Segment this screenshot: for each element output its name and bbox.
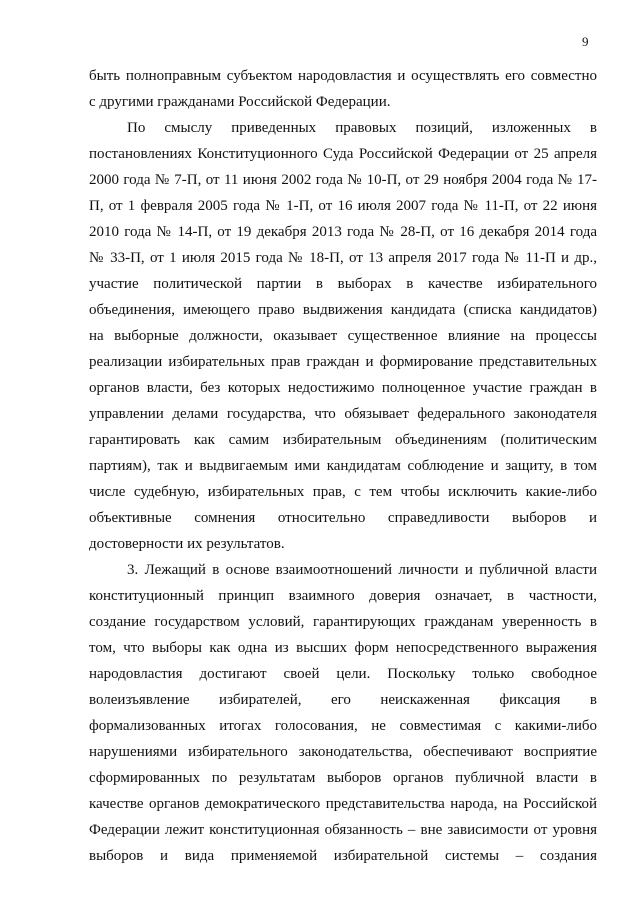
text-line: быть полноправным субъектом народовластия и осуществлять его совместно (89, 68, 597, 84)
text-line: 2010 года № 14-П, от 19 декабря 2013 года № 28-П, от 16 декабря 2014 года (89, 224, 597, 240)
text-line: реализации избирательных прав граждан и формирование представительных (89, 354, 597, 370)
text-line: участие политической партии в выборах в качестве избирательного (89, 276, 597, 292)
text-line: управлении делами государства, что обязывает федерального законодателя (89, 406, 597, 422)
text-line: Федерации лежит конституционная обязанность – вне зависимости от уровня (89, 822, 597, 838)
text-line: создание государством условий, гарантирующих гражданам уверенность в (89, 614, 597, 630)
page-number: 9 (582, 34, 589, 49)
text-line: П, от 1 февраля 2005 года № 1-П, от 16 июля 2007 года № 11-П, от 22 июня (89, 198, 597, 214)
text-line: числе судебную, избирательных прав, с тем чтобы исключить какие-либо (89, 484, 597, 500)
text-line: гарантировать как самим избирательным объединениям (политическим (89, 432, 597, 448)
text-line: народовластия достигают своей цели. Поскольку только свободное (89, 666, 597, 682)
document-body (89, 63, 597, 869)
text-line: качестве органов демократического представительства народа, на Российской (89, 796, 597, 812)
text-line: конституционный принцип взаимного доверия означает, в частности, (89, 588, 597, 604)
text-line: органов власти, без которых недостижимо полноценное участие граждан в (89, 380, 597, 396)
text-line: объединения, имеющего право выдвижения кандидата (списка кандидатов) (89, 302, 597, 318)
text-line: 2000 года № 7-П, от 11 июня 2002 года № 10-П, от 29 ноября 2004 года № 17- (89, 172, 597, 188)
text-line: на выборные должности, оказывает существенное влияние на процессы (89, 328, 597, 344)
text-line: партиям), так и выдвигаемым ими кандидатам соблюдение и защиту, в том (89, 458, 597, 474)
text-line: объективные сомнения относительно справедливости выборов и (89, 510, 597, 526)
text-line: достоверности их результатов. (89, 536, 285, 552)
text-line: волеизъявление избирателей, его неискаженная фиксация в (89, 692, 597, 708)
text-line: выборов и вида применяемой избирательной системы – создания (89, 848, 597, 864)
paragraph-first-line: По смыслу приведенных правовых позиций, изложенных в (127, 120, 597, 136)
text-line: формализованных итогах голосования, не совместимая с какими-либо (89, 718, 597, 734)
text-line: с другими гражданами Российской Федерации. (89, 94, 391, 110)
text-line: постановлениях Конституционного Суда Российской Федерации от 25 апреля (89, 146, 597, 162)
text-line: сформированных по результатам выборов органов публичной власти в (89, 770, 597, 786)
text-line: нарушениями избирательного законодательства, обеспечивают восприятие (89, 744, 597, 760)
text-line: том, что выборы как одна из высших форм непосредственного выражения (89, 640, 597, 656)
paragraph-first-line: 3. Лежащий в основе взаимоотношений личности и публичной власти (127, 562, 597, 578)
text-line: № 33-П, от 1 июля 2015 года № 18-П, от 13 апреля 2017 года № 11-П и др., (89, 250, 597, 266)
